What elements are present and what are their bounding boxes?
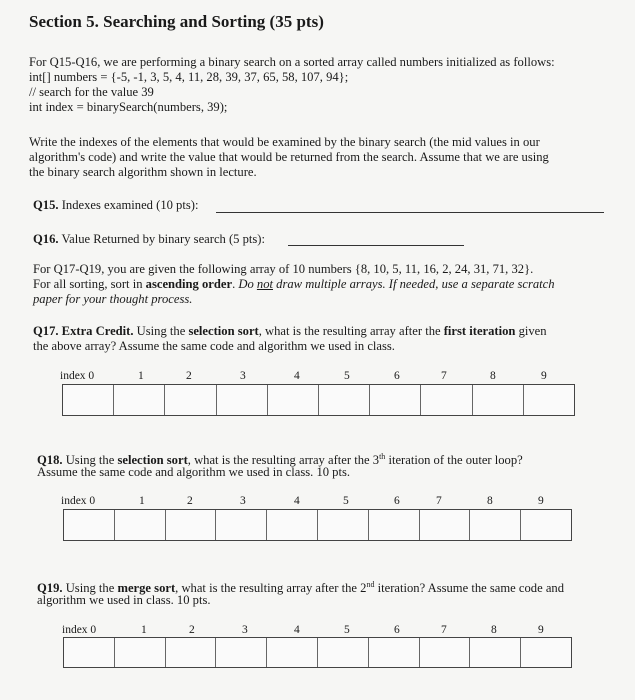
intro-line-1: For Q15-Q16, we are performing a binary search on a sorted array called numbers initialized as follows:: [29, 55, 555, 69]
q17-question-line-2: the above array? Assume the same code and algorithm we used in class.: [33, 339, 395, 353]
q18-index-label-5: 5: [343, 495, 349, 507]
q17-array-cell[interactable]: [268, 385, 319, 415]
q17-array-cell[interactable]: [114, 385, 165, 415]
q15-text: Indexes examined (10 pts):: [61, 198, 199, 212]
q18-text-c: iteration of the outer loop?: [385, 453, 523, 468]
q17-question-line-1: [33, 323, 547, 339]
q17-label: Q17. Extra Credit.: [33, 324, 134, 338]
q17-array-cell[interactable]: [319, 385, 370, 415]
q17-index-label-8: 8: [490, 370, 496, 382]
q19-array-cell[interactable]: [216, 638, 267, 667]
q18-array-cell[interactable]: [521, 510, 571, 540]
q19-index-label-7: 7: [441, 624, 447, 636]
q18-array-cell[interactable]: [166, 510, 217, 540]
q17-index-label-4: 4: [294, 370, 300, 382]
q18-index-label-1: 1: [139, 495, 145, 507]
q19-index-label-8: 8: [491, 624, 497, 636]
q19-array-cell[interactable]: [369, 638, 420, 667]
q17-answer-array: [62, 384, 575, 416]
sort-intro-italic-rest: draw multiple arrays. If needed, use a separate scratch: [273, 277, 555, 291]
q18-index-label-4: 4: [294, 495, 300, 507]
q17-array-cell[interactable]: [63, 385, 114, 415]
q19-array-cell[interactable]: [318, 638, 369, 667]
section-title: Section 5. Searching and Sorting (35 pts): [29, 12, 324, 31]
q19-array-cell[interactable]: [420, 638, 471, 667]
q19-index-label-1: 1: [141, 624, 147, 636]
intro-code-comment: // search for the value 39: [29, 85, 154, 99]
q17-array-cell[interactable]: [370, 385, 421, 415]
q19-index-label-2: 2: [189, 624, 195, 636]
q18-selection-sort: selection sort: [117, 453, 188, 468]
q18-index-label-8: 8: [487, 495, 493, 507]
q19-text-c: iteration? Assume the same code and: [374, 581, 564, 596]
q18-index-label-3: 3: [240, 495, 246, 507]
q19-label: Q19.: [37, 581, 63, 596]
q18-array-cell[interactable]: [267, 510, 318, 540]
sort-intro-italic: Do: [238, 277, 257, 291]
q18-question-line-2: Assume the same code and algorithm we used in class. 10 pts.: [37, 465, 351, 479]
instructions-line-3: the binary search algorithm shown in lecture.: [29, 165, 257, 179]
q19-index-label-3: 3: [242, 624, 248, 636]
q17-index-label-6: 6: [394, 370, 400, 382]
sort-intro-line-1: For Q17-Q19, you are given the following array of 10 numbers {8, 10, 5, 11, 16, 2, 24, 31, 71, 32}.: [33, 262, 534, 276]
q17-array-cell[interactable]: [524, 385, 574, 415]
sort-intro-line-3: paper for your thought process.: [33, 292, 193, 306]
q18-superscript: th: [379, 452, 386, 461]
q19-array-cell[interactable]: [166, 638, 217, 667]
q17-array-cell[interactable]: [165, 385, 216, 415]
q18-index-label-2: 2: [187, 495, 193, 507]
q17-index-label-5: 5: [344, 370, 350, 382]
q18-array-cell[interactable]: [216, 510, 267, 540]
instructions-line-2: algorithm's code) and write the value that would be returned from the search. Assume that we are using: [29, 150, 549, 164]
sort-intro-text: For all sorting, sort in: [33, 277, 146, 291]
q17-index-label-1: 1: [138, 370, 144, 382]
sort-intro-line-2: [33, 276, 555, 292]
q16-text: Value Returned by binary search (5 pts):: [61, 232, 266, 246]
not-emphasis: not: [256, 277, 273, 291]
instructions-line-1: Write the indexes of the elements that would be examined by the binary search (the mid values in our: [29, 135, 540, 149]
q17-text-b: , what is the resulting array after the: [258, 324, 444, 338]
q17-array-cell[interactable]: [217, 385, 268, 415]
q19-text-b: , what is the resulting array after the 2: [175, 581, 367, 596]
q18-array-cell[interactable]: [369, 510, 420, 540]
q17-array-cell[interactable]: [421, 385, 472, 415]
q19-array-cell[interactable]: [267, 638, 318, 667]
sort-intro-punct: .: [232, 277, 239, 291]
intro-code-array: int[] numbers = {-5, -1, 3, 5, 4, 11, 28, 39, 37, 65, 58, 107, 94};: [29, 70, 349, 84]
q17-first-iteration: first iteration: [443, 324, 516, 338]
q17-index-label-0: index 0: [60, 370, 95, 382]
q15-answer-line[interactable]: [216, 200, 604, 213]
q19-index-label-0: index 0: [62, 624, 97, 636]
q19-answer-array: [63, 637, 572, 668]
q19-array-cell[interactable]: [521, 638, 571, 667]
q16-label: Q16.: [33, 232, 59, 246]
q18-array-cell[interactable]: [420, 510, 471, 540]
q17-index-label-7: 7: [441, 370, 447, 382]
q19-index-label-9: 9: [538, 624, 544, 636]
q18-array-cell[interactable]: [470, 510, 521, 540]
q19-array-cell[interactable]: [470, 638, 521, 667]
q17-index-label-2: 2: [186, 370, 192, 382]
q17-index-label-9: 9: [541, 370, 547, 382]
q19-array-cell[interactable]: [115, 638, 166, 667]
q17-text-a: Using the: [133, 324, 189, 338]
q16-answer-line[interactable]: [288, 233, 464, 246]
q18-label: Q18.: [37, 453, 63, 468]
intro-code-call: int index = binarySearch(numbers, 39);: [29, 100, 228, 114]
q17-text-c: given: [515, 324, 547, 338]
q15-label: Q15.: [33, 198, 59, 212]
q18-index-label-6: 6: [394, 495, 400, 507]
q19-index-label-5: 5: [344, 624, 350, 636]
q18-text-b: , what is the resulting array after the 3: [187, 453, 380, 468]
q18-array-cell[interactable]: [318, 510, 369, 540]
q18-index-label-0: index 0: [61, 495, 96, 507]
q17-selection-sort: selection sort: [188, 324, 259, 338]
q18-index-label-7: 7: [436, 495, 442, 507]
q19-index-label-4: 4: [294, 624, 300, 636]
q15-question: [33, 197, 198, 213]
q18-answer-array: [63, 509, 572, 541]
ascending-order-emphasis: ascending order: [145, 277, 233, 291]
q19-array-cell[interactable]: [64, 638, 115, 667]
q16-question: [33, 231, 265, 247]
q19-superscript: nd: [366, 580, 375, 589]
q19-question-line-2: algorithm we used in class. 10 pts.: [37, 593, 211, 607]
q18-array-cell[interactable]: [115, 510, 166, 540]
q17-index-label-3: 3: [240, 370, 246, 382]
q18-text-a: Using the: [62, 453, 118, 468]
q19-text-a: Using the: [62, 581, 118, 596]
q18-index-label-9: 9: [538, 495, 544, 507]
q19-index-label-6: 6: [394, 624, 400, 636]
q18-array-cell[interactable]: [64, 510, 115, 540]
q19-merge-sort: merge sort: [117, 581, 176, 596]
q17-array-cell[interactable]: [473, 385, 524, 415]
